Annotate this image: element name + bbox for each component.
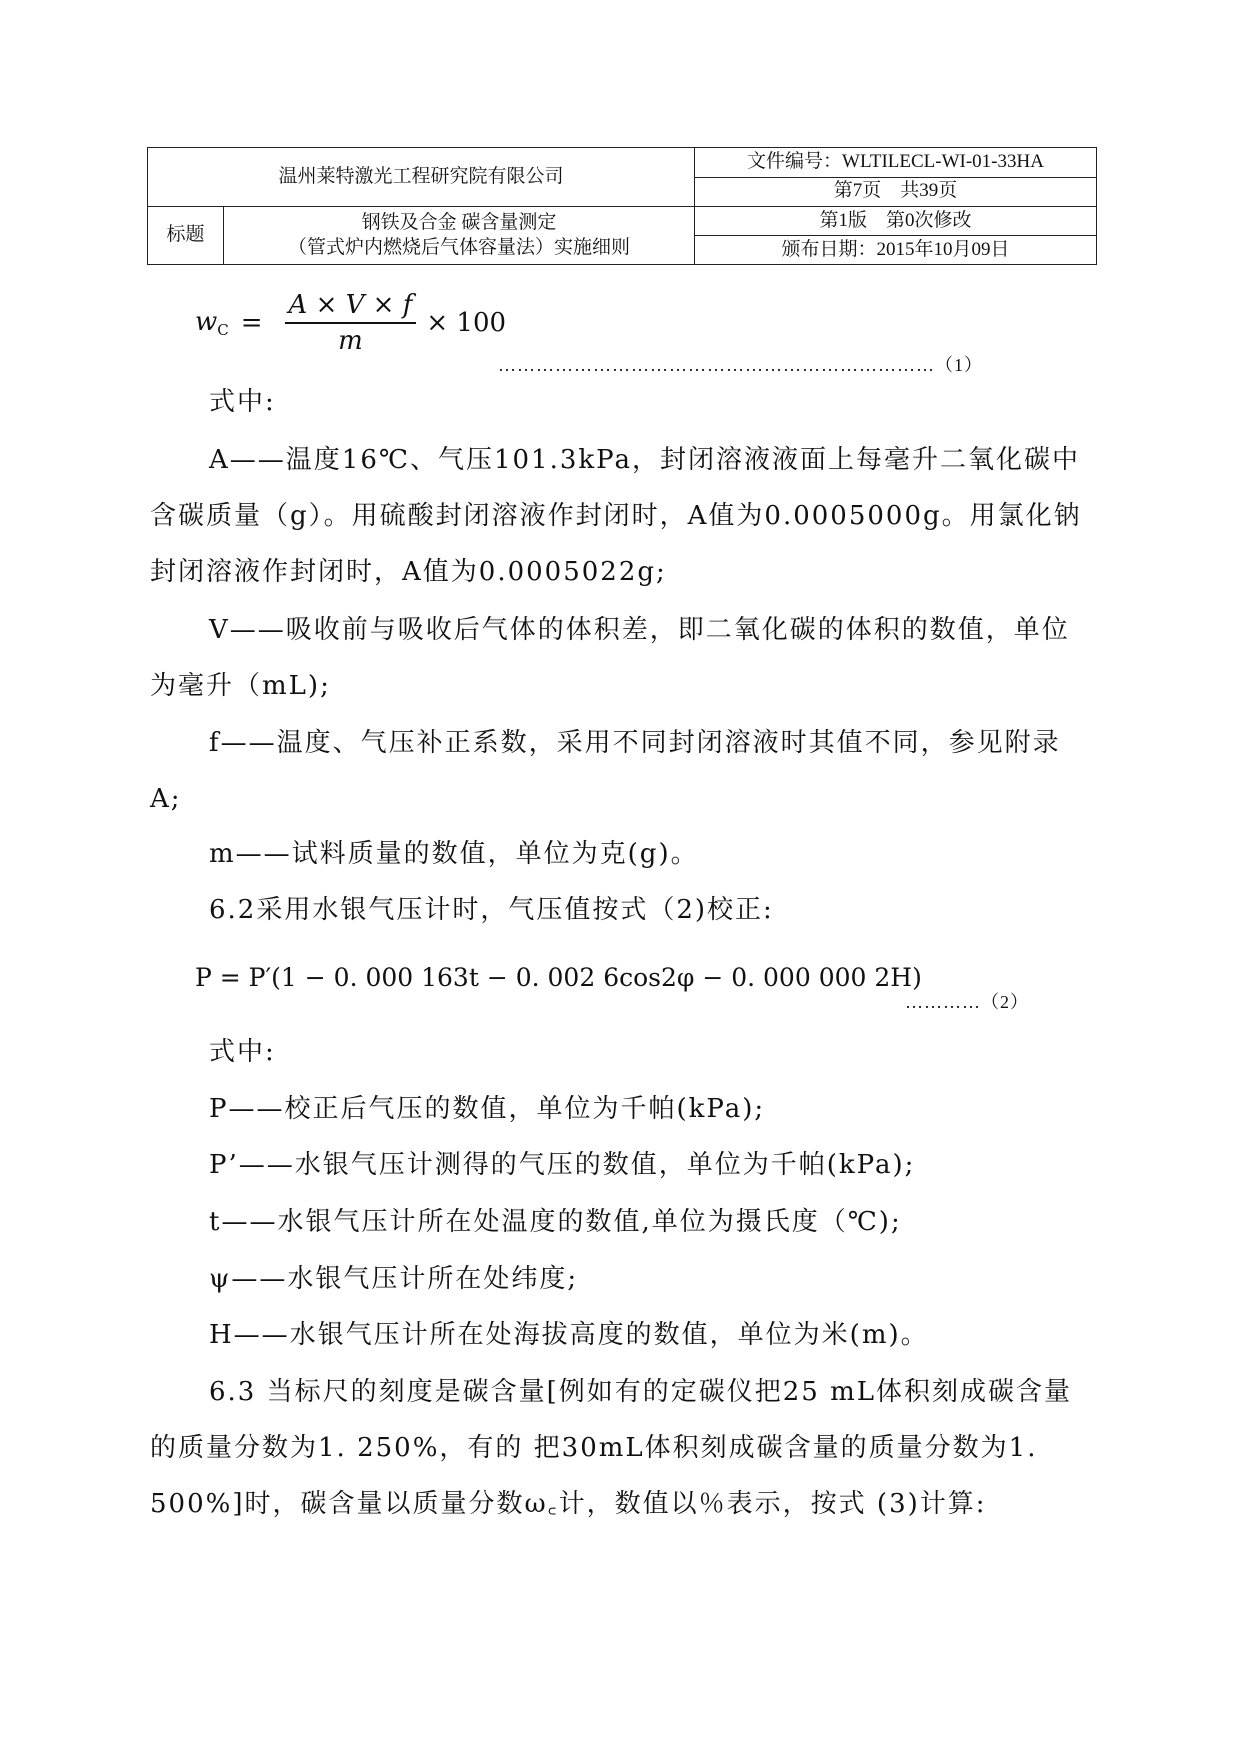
shizhong-label-1: 式中:	[209, 387, 276, 417]
formula-1-number: ……………………………………………………………（1）	[498, 355, 983, 375]
page-info: 第7页 共39页	[695, 177, 1097, 207]
formula-2-number: …………（2）	[905, 992, 1029, 1012]
definition-f: f——温度、气压补正系数，采用不同封闭溶液时其值不同，参见附录A;	[150, 728, 1061, 814]
definition-m: m——试料质量的数值，单位为克(g)。	[209, 839, 699, 869]
formula-1	[195, 290, 506, 356]
definition-phi: ψ——水银气压计所在处纬度;	[209, 1264, 579, 1294]
definition-A: A——温度16℃、气压101.3kPa，封闭溶液液面上每毫升二氧化碳中含碳质量（g）。用硫酸封闭溶液作封闭时，A值为0.0005000g。用氯化钠封闭溶液作封闭时，A值为0.0005022g;	[150, 445, 1082, 587]
title-label: 标题	[148, 207, 224, 265]
definition-t: t——水银气压计所在处温度的数值,单位为摄氏度（℃);	[209, 1207, 902, 1237]
definition-V: V——吸收前与吸收后气体的体积差，即二氧化碳的体积的数值，单位为毫升（mL);	[150, 615, 1070, 701]
formula-1-fraction	[285, 290, 417, 356]
formula-2: P = P′(1 − 0. 000 163t − 0. 002 6cos2φ − 0. 000 000 2H)	[195, 963, 922, 992]
company-name: 温州莱特激光工程研究院有限公司	[148, 148, 695, 207]
definition-P: P——校正后气压的数值，单位为千帕(kPa);	[209, 1094, 766, 1124]
section-6-3: 6.3 当标尺的刻度是碳含量[例如有的定碳仪把25 mL体积刻成碳含量的质量分数为1. 250%，有的 把30mL体积刻成碳含量的质量分数为1. 500%]时，碳含量以质量分数ω꜀计，数值以％表示，按式 (3)计算:	[150, 1377, 1073, 1519]
formula-1-denominator: m	[338, 326, 363, 356]
definition-P-prime: P’——水银气压计测得的气压的数值，单位为千帕(kPa);	[209, 1150, 916, 1180]
definition-H: H——水银气压计所在处海拔高度的数值，单位为米(m)。	[209, 1320, 929, 1350]
document-title	[224, 207, 695, 265]
document-header-table	[147, 147, 1097, 265]
formula-1-tail: × 100	[426, 308, 507, 338]
formula-1-numerator: A × V × f	[285, 290, 417, 324]
version-info: 第1版 第0次修改	[695, 207, 1097, 236]
document-number: 文件编号：WLTILECL-WI-01-33HA	[695, 148, 1097, 178]
equals-sign: =	[240, 308, 263, 338]
formula-1-lhs: $w_C$	[195, 307, 229, 339]
section-6-2: 6.2采用水银气压计时，气压值按式（2)校正:	[209, 895, 774, 925]
shizhong-label-2: 式中:	[209, 1037, 276, 1067]
document-title-line1: 钢铁及合金 碳含量测定	[361, 211, 557, 233]
issue-date: 颁布日期：2015年10月09日	[695, 236, 1097, 265]
document-title-line2: （管式炉内燃烧后气体容量法）实施细则	[287, 236, 630, 258]
